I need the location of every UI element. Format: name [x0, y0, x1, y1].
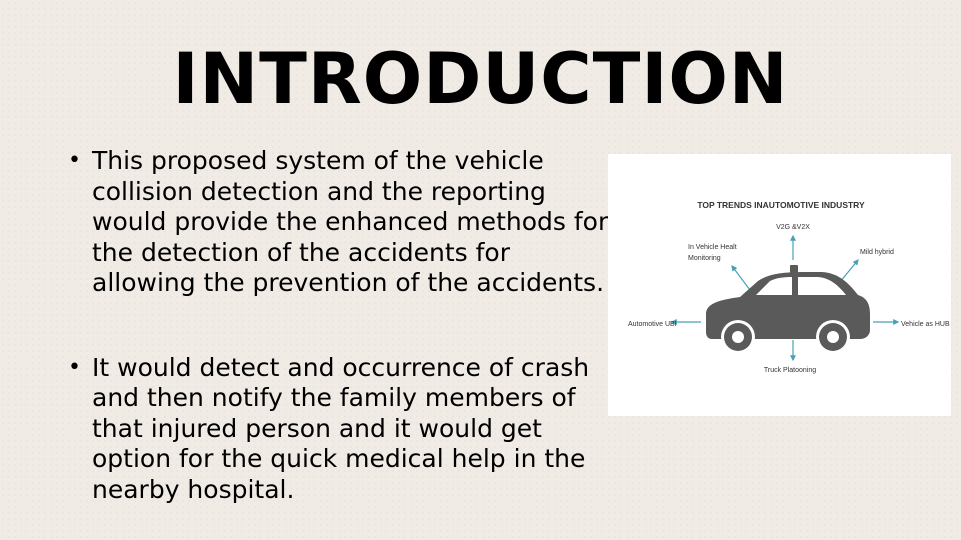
- bullet-item: [68, 353, 613, 506]
- bullet-symbol: •: [68, 148, 81, 173]
- bullet-item: [68, 146, 613, 299]
- label-health-line1: In Vehicle Healt: [688, 244, 737, 251]
- arrow-up-right: [840, 260, 858, 282]
- arrow-up-left: [732, 266, 750, 290]
- bullet-symbol: •: [68, 354, 81, 380]
- slide-title: INTRODUCTION: [172, 38, 789, 120]
- label-truck-platooning: Truck Platooning: [763, 367, 817, 374]
- car-icon: [706, 265, 870, 354]
- automotive-trends-figure: [608, 154, 951, 416]
- label-mild-hybrid: Mild hybrid: [860, 249, 894, 256]
- bullet-text: It would detect and occurrence of crash and then notify the family members of that injured person and it would get option for the quick medical help in the nearby hospital.: [92, 352, 590, 504]
- label-vehicle-hub: Vehicle as HUB: [901, 321, 950, 328]
- label-automotive-ubi: Automotive UBI: [628, 321, 677, 328]
- trends-diagram: [608, 154, 951, 416]
- bullet-text: This proposed system of the vehicle collision detection and the reporting would provide the enhanced methods for the detection of the accidents for allowing the prevention of the accidents.: [92, 146, 609, 297]
- label-health-line2: Monitoring: [688, 255, 721, 262]
- label-v2g: V2G &V2X: [776, 224, 810, 231]
- figure-title: TOP TRENDS INAUTOMOTIVE INDUSTRY: [697, 200, 865, 210]
- bullet-list: [68, 146, 613, 505]
